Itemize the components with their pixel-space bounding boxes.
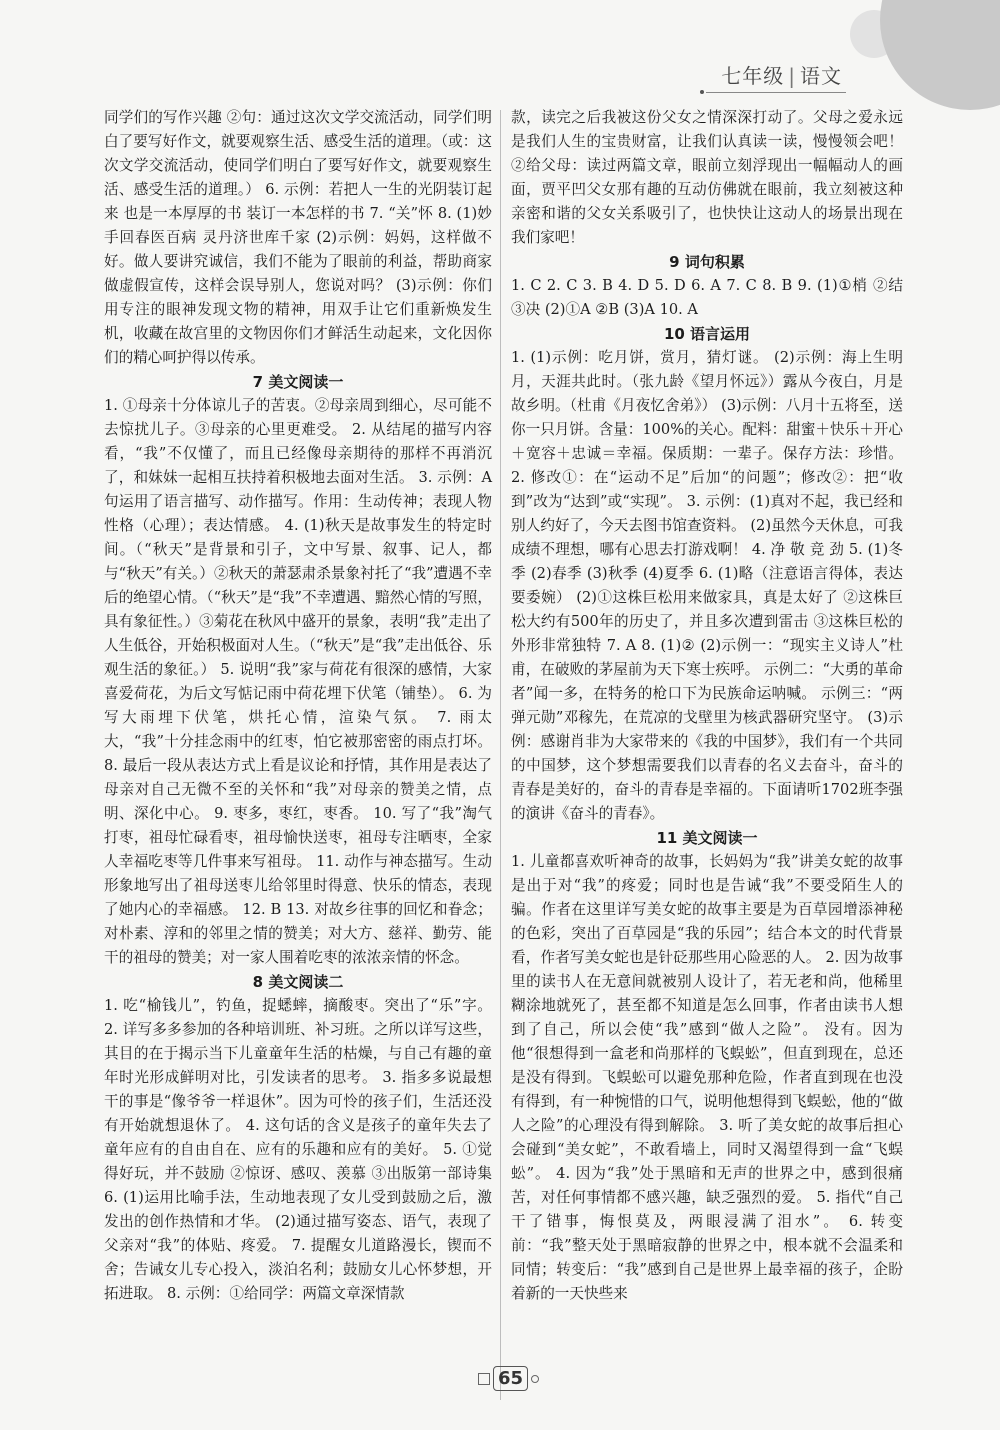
- page-number: [478, 1368, 539, 1389]
- header-rule: [706, 92, 846, 93]
- answer-paragraph: 1. 儿童都喜欢听神奇的故事，长妈妈为“我”讲美女蛇的故事是出于对“我”的疼爱；同时也是告诫“我”不要受陌生人的骗。作者在这里详写美女蛇的故事主要是为百草园增添神秘的色彩，突出了百草园是“我的乐园”；结合本文的时代背景看，作者写美女蛇也是针砭那些用心险恶的人。 2. 因为故事里的读书人在无意间就被别人设计了，若无老和尚，他稀里糊涂地就死了，甚至都不知道是怎么回事，作者由读书人想到了自己，所以会使“我”感到“做人之险”。 没有。因为他“很想得到一盒老和尚那样的飞蜈蚣”，但直到现在，总还是没有得到。飞蜈蚣可以避免那种危险，作者直到现在也没有得到，有一种惋惜的口气，说明他想得到飞蜈蚣，他的“做人之险”的心理没有得到解除。 3. 听了美女蛇的故事后担心会碰到“美女蛇”，不敢看墙上，同时又渴望得到一盒“飞蜈蚣”。 4. 因为“我”处于黑暗和无声的世界之中，感到很痛苦，对任何事情都不感兴趣，缺乏强烈的爱。 5. 指代“自己干了错事，悔恨莫及，两眼浸满了泪水”。 6. 转变前：“我”整天处于黑暗寂静的世界之中，根本就不会温柔和同情；转变后：“我”感到自己是世界上最幸福的孩子，企盼着新的一天快些来: [511, 853, 903, 1302]
- answer-paragraph: 1. ①母亲十分体谅儿子的苦衷。②母亲周到细心，尽可能不去惊扰儿子。③母亲的心里更难受。 2. 从结尾的描写内容看，“我”不仅懂了，而且已经像母亲期待的那样不再消沉了，和妹妹一起相互扶持着积极地去面对生活。 3. 示例：A句运用了语言描写、动作描写。作用：生动传神；表现人物性格（心理）；表达情感。 4. (1)秋天是故事发生的特定时间。（“秋天”是背景和引子，文中写景、叙事、记人，都与“秋天”有关。）②秋天的萧瑟肃杀景象衬托了“我”遭遇不幸后的绝望心情。（“秋天”是“我”不幸遭遇、黯然心情的写照，具有象征性。）③菊花在秋风中盛开的景象，表明“我”走出了人生低谷，开始积极面对人生。（“秋天”是“我”走出低谷、乐观生活的象征。） 5. 说明“我”家与荷花有很深的感情，大家喜爱荷花，为后文写惦记雨中荷花埋下伏笔（铺垫）。 6. 为写大雨埋下伏笔，烘托心情，渲染气氛。 7. 雨太大，“我”十分挂念雨中的红枣，怕它被那密密的雨点打坏。 8. 最后一段从表达方式上看是议论和抒情，其作用是表达了母亲对自己无微不至的关怀和“我”对母亲的赞美之情，点明、深化中心。 9. 枣多，枣红，枣香。 10. 写了“我”淘气打枣，祖母忙碌看枣，祖母愉快送枣，祖母专注晒枣，全家人幸福吃枣等几件事来写祖母。 11. 动作与神态描写。生动形象地写出了祖母送枣儿给邻里时得意、快乐的情态，表现了她内心的幸福感。 12. B 13. 对故乡往事的回忆和眷念；对朴素、淳和的邻里之情的赞美；对大方、慈祥、勤劳、能干的祖母的赞美；对一家人围着吃枣的浓浓亲情的怀念。: [104, 397, 492, 966]
- header-separator: |: [788, 64, 796, 88]
- page-number-box-ornament: [478, 1373, 490, 1385]
- right-column: [511, 106, 903, 1306]
- decor-circle-large: [880, 0, 1000, 110]
- answer-paragraph: 1. C 2. C 3. B 4. D 5. D 6. A 7. C 8. B 9. (1)①梢 ②结 ③决 (2)①A ②B (3)A 10. A: [511, 277, 903, 318]
- column-divider: [500, 110, 501, 1400]
- left-column: [104, 106, 492, 1306]
- corner-decoration: [850, 0, 1000, 120]
- section-heading: 7 美文阅读一: [252, 373, 344, 391]
- section-heading: 10 语言运用: [663, 325, 751, 343]
- section-heading: 9 词句积累: [669, 253, 745, 271]
- section-heading: 11 美文阅读一: [656, 829, 758, 847]
- answer-paragraph: 款，读完之后我被这份父女之情深深打动了。父母之爱永远是我们人生的宝贵财富，让我们认真读一读，慢慢领会吧！ ②给父母：读过两篇文章，眼前立刻浮现出一幅幅动人的画面，贾平凹父女那有趣的互动仿佛就在眼前，我立刻被这种亲密和谐的父女关系吸引了，也快快让这动人的场景出现在我们家吧！: [511, 109, 903, 246]
- page-number-dot-ornament: [531, 1375, 539, 1383]
- page-header: [721, 60, 842, 89]
- section-heading: 8 美文阅读二: [252, 973, 344, 991]
- answer-paragraph: 1. 吃“榆钱儿”，钓鱼，捉蟋蟀，摘酸枣。突出了“乐”字。 2. 详写多多参加的各种培训班、补习班。之所以详写这些，其目的在于揭示当下儿童童年生活的枯燥，与自己有趣的童年时光形成鲜明对比，引发读者的思考。 3. 指多多说最想干的事是“像爷爷一样退休”。因为可怜的孩子们，生活还没有开始就想退休了。 4. 这句话的含义是孩子的童年失去了童年应有的自由自在、应有的乐趣和应有的美好。 5. ①觉得好玩，并不鼓励 ②惊讶、感叹、羡慕 ③出版第一部诗集 6. (1)运用比喻手法，生动地表现了女儿受到鼓励之后，激发出的创作热情和才华。 (2)通过描写姿态、语气，表现了父亲对“我”的体贴、疼爱。 7. 提醒女儿道路漫长，锲而不舍；告诫女儿专心投入，淡泊名利；鼓励女儿心怀梦想，开拓进取。 8. 示例：①给同学：两篇文章深情款: [104, 997, 492, 1302]
- header-subject: 语文: [800, 64, 842, 88]
- answer-paragraph: 同学们的写作兴趣 ②句：通过这次文学交流活动，同学们明白了要写好作文，就要观察生活、感受生活的道理。（或：这次文学交流活动，使同学们明白了要写好作文，就要观察生活、感受生活的道理。） 6. 示例：若把人一生的光阴装订起来 也是一本厚厚的书 装订一本怎样的书 7. “关”怀 8. (1)妙手回春医百病 灵丹济世库千家 (2)示例：妈妈，这样做不好。做人要讲究诚信，我们不能为了眼前的利益，帮助商家做虚假宣传，这样会误导别人，您说对吗？ (3)示例：你们用专注的眼神发现文物的精神，用双手让它们重新焕发生机，收藏在故宫里的文物因你们才鲜活生动起来，文化因你们的精心呵护得以传承。: [104, 109, 492, 366]
- page-number-value: 65: [493, 1366, 528, 1391]
- header-grade: 七年级: [721, 64, 785, 88]
- answer-paragraph: 1. (1)示例：吃月饼，赏月，猜灯谜。 (2)示例：海上生明月，天涯共此时。（张九龄《望月怀远》）露从今夜白，月是故乡明。（杜甫《月夜忆舍弟》） (3)示例：八月十五将至，送你一只月饼。含量：100%的关心。配料：甜蜜＋快乐＋开心＋宽容＋忠诚＝幸福。保质期：一辈子。保存方法：珍惜。 2. 修改①：在“运动不足”后加“的问题”；修改②：把“收到”改为“达到”或“实现”。 3. 示例：(1)真对不起，我已经和别人约好了，今天去图书馆查资料。 (2)虽然今天休息，可我成绩不理想，哪有心思去打游戏啊！ 4. 净 敬 竞 劲 5. (1)冬季 (2)春季 (3)秋季 (4)夏季 6. (1)略（注意语言得体，表达要委婉） (2)①这株巨松用来做家具，真是太好了 ②这株巨松大约有500年的历史了，并且多次遭到雷击 ③这株巨松的外形非常独特 7. A 8. (1)② (2)示例一：“现实主义诗人”杜甫，在破败的茅屋前为天下寒士疾呼。 示例二：“大勇的革命者”闻一多，在特务的枪口下为民族命运呐喊。 示例三：“两弹元勋”邓稼先，在荒凉的戈壁里为核武器研究坚守。 (3)示例：感谢肖非为大家带来的《我的中国梦》，我们有一个共同的中国梦，这个梦想需要我们以青春的名义去奋斗，奋斗的青春是美好的，奋斗的青春是幸福的。下面请听1702班李强的演讲《奋斗的青春》。: [511, 349, 903, 822]
